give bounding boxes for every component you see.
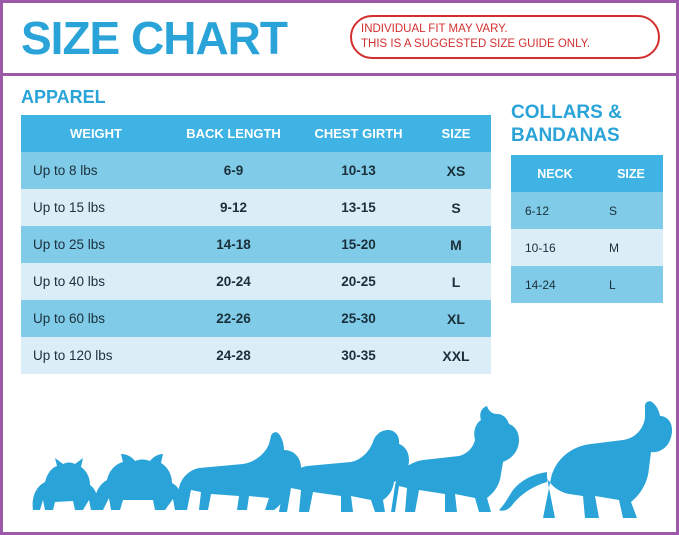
disclaimer-text xyxy=(361,22,653,52)
great-dane-silhouette xyxy=(499,401,672,518)
page-title: SIZE CHART xyxy=(21,12,287,64)
table-row xyxy=(511,266,663,303)
apparel-section-label: APPAREL xyxy=(21,87,106,107)
table-row xyxy=(21,189,491,226)
cell-weight: Up to 40 lbs xyxy=(21,263,171,300)
apparel-size-table xyxy=(21,115,491,374)
collars-label-line-2: BANDANAS xyxy=(511,125,620,146)
cell-chest-girth: 13-15 xyxy=(296,189,421,226)
cell-weight: Up to 15 lbs xyxy=(21,189,171,226)
collars-section-label xyxy=(511,101,671,147)
cell-chest-girth: 30-35 xyxy=(296,337,421,374)
cell-back-length: 22-26 xyxy=(171,300,296,337)
table-header-row xyxy=(511,155,663,192)
cell-weight: Up to 60 lbs xyxy=(21,300,171,337)
cell-chest-girth: 15-20 xyxy=(296,226,421,263)
cell-size: L xyxy=(599,266,663,303)
header xyxy=(3,3,676,73)
dog-silhouettes-illustration xyxy=(3,392,679,532)
cell-size: M xyxy=(599,229,663,266)
column-header-neck: NECK xyxy=(511,155,599,192)
cocker-spaniel-silhouette xyxy=(279,430,409,512)
cell-size: XXL xyxy=(421,337,491,374)
cell-back-length: 6-9 xyxy=(171,152,296,189)
cell-size: XS xyxy=(421,152,491,189)
cell-weight: Up to 8 lbs xyxy=(21,152,171,189)
pug-silhouette xyxy=(95,454,184,510)
cell-size: M xyxy=(421,226,491,263)
cell-size: L xyxy=(421,263,491,300)
cell-size: S xyxy=(599,192,663,229)
table-row xyxy=(21,300,491,337)
table-row xyxy=(511,229,663,266)
table-row xyxy=(21,337,491,374)
cell-back-length: 14-18 xyxy=(171,226,296,263)
table-row xyxy=(21,152,491,189)
cell-weight: Up to 25 lbs xyxy=(21,226,171,263)
cell-back-length: 24-28 xyxy=(171,337,296,374)
disclaimer-line-1: INDIVIDUAL FIT MAY VARY. xyxy=(361,23,508,35)
column-header-back-length: BACK LENGTH xyxy=(171,115,296,152)
cell-back-length: 20-24 xyxy=(171,263,296,300)
disclaimer-line-2: THIS IS A SUGGESTED SIZE GUIDE ONLY. xyxy=(361,38,590,50)
cell-neck: 6-12 xyxy=(511,192,599,229)
cell-chest-girth: 20-25 xyxy=(296,263,421,300)
cell-neck: 14-24 xyxy=(511,266,599,303)
table-row xyxy=(21,263,491,300)
table-row xyxy=(21,226,491,263)
cell-weight: Up to 120 lbs xyxy=(21,337,171,374)
table-row xyxy=(511,192,663,229)
table-header-row xyxy=(21,115,491,152)
pomeranian-silhouette xyxy=(33,458,99,510)
cell-chest-girth: 10-13 xyxy=(296,152,421,189)
cell-neck: 10-16 xyxy=(511,229,599,266)
cell-size: S xyxy=(421,189,491,226)
cell-size: XL xyxy=(421,300,491,337)
header-divider xyxy=(3,73,676,76)
collars-size-table xyxy=(511,155,663,303)
column-header-chest-girth: CHEST GIRTH xyxy=(296,115,421,152)
column-header-size: SIZE xyxy=(421,115,491,152)
column-header-weight: WEIGHT xyxy=(21,115,171,152)
column-header-size: SIZE xyxy=(599,155,663,192)
cell-chest-girth: 25-30 xyxy=(296,300,421,337)
cell-back-length: 9-12 xyxy=(171,189,296,226)
terrier-silhouette xyxy=(391,406,519,512)
collars-label-line-1: COLLARS & xyxy=(511,102,622,123)
